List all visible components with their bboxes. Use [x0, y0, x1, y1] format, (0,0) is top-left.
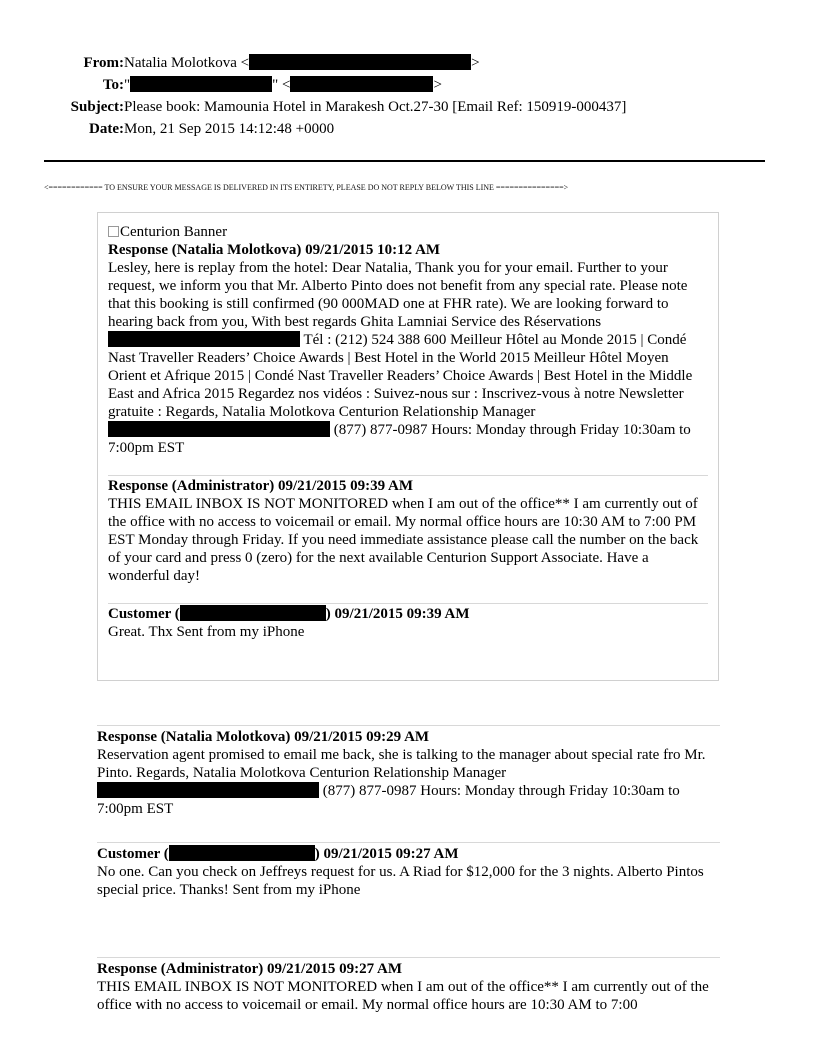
to-label: To:: [102, 77, 124, 93]
entry-heading: Customer ( ) 09/21/2015 09:27 AM: [97, 846, 459, 862]
subject-label: Subject:: [70, 99, 124, 115]
redacted-customer-name: [180, 605, 326, 621]
from-close: >: [471, 55, 480, 71]
entry-admin-0927: [97, 957, 720, 1014]
entry-customer-0939: [108, 605, 708, 641]
date-row: [0, 120, 816, 142]
subject-row: [0, 98, 816, 120]
centurion-banner: [108, 223, 708, 241]
entry-heading: Response (Natalia Molotkova) 09/21/2015 10:12 AM: [108, 242, 441, 258]
date-value: Mon, 21 Sep 2015 14:12:48 +0000: [124, 121, 335, 137]
to-mid: " <: [272, 77, 291, 93]
from-row: [0, 54, 816, 76]
entry-body: Lesley, here is replay from the hotel: Dear Natalia, Thank you for your email. Further to your request, we inform you that Mr. Alberto Pinto does not benefit from any special rate. Please note that this booking is still confirmed (90 000MAD one at FHR rate). We are looking forward to hearing back from you, With best regards Ghita Lamniai Service des Réservations Tél : (212) 524 388 600 Meilleur Hôtel au Monde 2015 | Condé Nast Traveller Readers’ Choice Awards | Best Hotel in the World 2015 Meilleur Hôtel Moyen Orient et Afrique 2015 | Condé Nast Traveller Readers’ Choice Awards | Best Hotel in the Middle East and Africa 2015 Regardez nos vidéos : Suivez-nous sur : Inscrivez-vous à notre Newsletter gratuite : Regards, Natalia Molotkova Centurion Relationship Manager (877) 877-0987 Hours: Monday through Friday 10:30am to 7:00pm EST: [108, 260, 693, 456]
entry-heading: Response (Natalia Molotkova) 09/21/2015 09:29 AM: [97, 729, 430, 745]
redacted-text: [108, 331, 300, 347]
entry-admin-0939: [108, 477, 708, 585]
entry-heading: Response (Administrator) 09/21/2015 09:39 AM: [108, 478, 413, 494]
entry-body: Reservation agent promised to email me back, she is talking to the manager about special rate fro Mr. Pinto. Regards, Natalia Molotkova Centurion Relationship Manager (877) 877-0987 Hours: Monday through Friday 10:30am to 7:00pm EST: [97, 747, 706, 817]
redacted-to-name: [130, 76, 272, 92]
entry-customer-0927: [97, 842, 720, 899]
entry-body: THIS EMAIL INBOX IS NOT MONITORED when I am out of the office** I am currently out of the office with no access to voicemail or email. My normal office hours are 10:30 AM to 7:00 PM EST Monday through Friday. If you need immediate assistance please call the number on the back of your card and press 0 (zero) for the next available Centurion Support Associate. Have a wonderful day!: [108, 496, 699, 584]
header-divider: [44, 160, 765, 162]
to-close: >: [433, 77, 442, 93]
entry-heading: Response (Administrator) 09/21/2015 09:27 AM: [97, 961, 402, 977]
entry-body: THIS EMAIL INBOX IS NOT MONITORED when I am out of the office** I am currently out of the office with no access to voicemail or email. My normal office hours are 10:30 AM to 7:00: [97, 979, 709, 1013]
from-label: From:: [83, 55, 124, 71]
broken-image-icon: [108, 226, 119, 237]
entry-heading: Customer ( ) 09/21/2015 09:39 AM: [108, 606, 470, 622]
banner-alt-text: Centurion Banner: [120, 224, 228, 240]
email-header: [0, 54, 816, 142]
reply-notice: <============ TO ENSURE YOUR MESSAGE IS DELIVERED IN ITS ENTIRETY, PLEASE DO NOT REPLY BELOW THIS LINE ===============>: [44, 183, 569, 192]
date-label: Date:: [89, 121, 124, 137]
redacted-customer-name: [169, 845, 315, 861]
entry-body: No one. Can you check on Jeffreys request for us. A Riad for $12,000 for the 3 nights. Alberto Pintos special price. Thanks! Sent from my iPhone: [97, 864, 704, 898]
subject-value: Please book: Mamounia Hotel in Marakesh Oct.27-30 [Email Ref: 150919-000437]: [124, 99, 627, 115]
to-row: [0, 76, 816, 98]
entry-body: Great. Thx Sent from my iPhone: [108, 624, 305, 640]
thread-box: [97, 212, 719, 681]
redacted-text: [97, 782, 319, 798]
to-open-quote: ": [124, 77, 131, 93]
redacted-text: [108, 421, 330, 437]
entry-natalia-0929: [97, 725, 720, 818]
from-name: Natalia Molotkova <: [124, 55, 250, 71]
entry-natalia-1012: [108, 241, 708, 457]
redacted-to-email: [290, 76, 433, 92]
redacted-from-email: [249, 54, 471, 70]
